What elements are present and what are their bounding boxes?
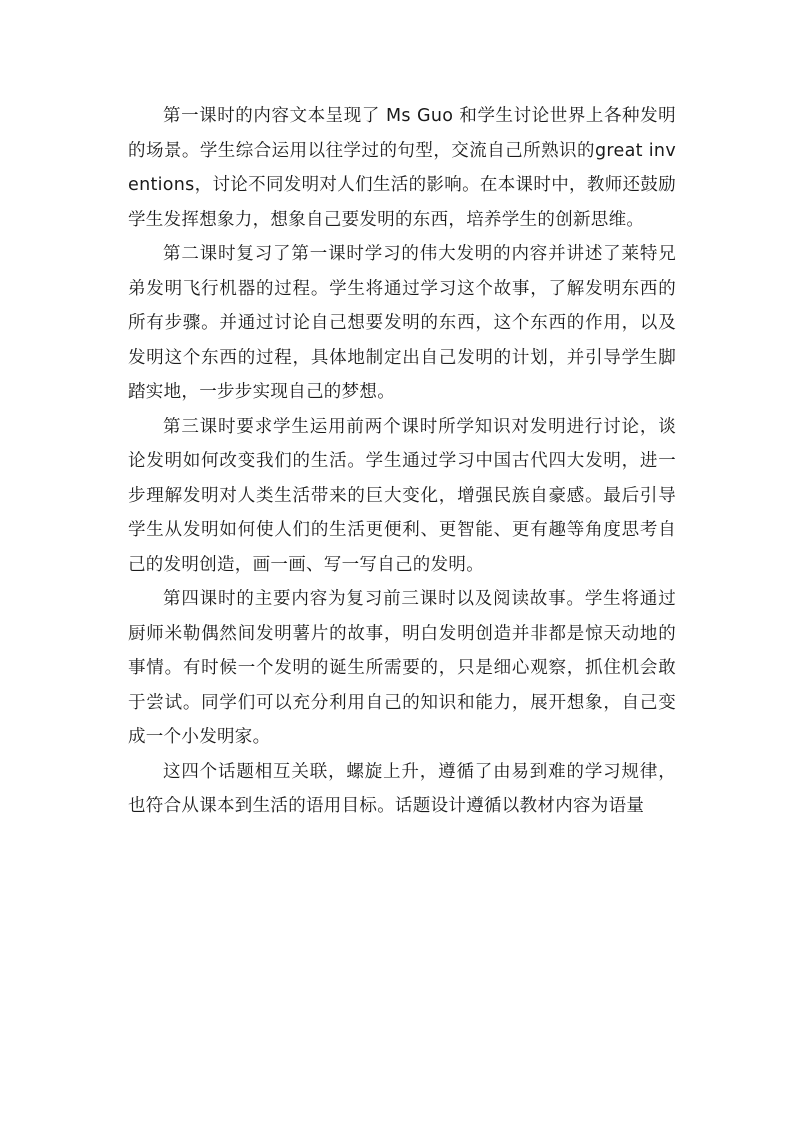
paragraph-lesson-1: 第一课时的内容文本呈现了 Ms Guo 和学生讨论世界上各种发明的场景。学生综合运用以往学过的句型，交流自己所熟识的great inventions，讨论不同发明对人们生活的影响。在本课时中，教师还鼓励学生发挥想象力，想象自己要发明的东西，培养学生的创新思维。 (128, 106, 676, 230)
paragraph-summary: 这四个话题相互关联，螺旋上升，遵循了由易到难的学习规律，也符合从课本到生活的语用目标。话题设计遵循以教材内容为语量 (128, 761, 676, 816)
paragraph-lesson-3: 第三课时要求学生运用前两个课时所学知识对发明进行讨论，谈论发明如何改变我们的生活。学生通过学习中国古代四大发明，进一步理解发明对人类生活带来的巨大变化，增强民族自豪感。最后引导学生从发明如何使人们的生活更便利、更智能、更有趣等角度思考自己的发明创造，画一画、写一写自己的发明。 (128, 416, 676, 575)
paragraph-lesson-4: 第四课时的主要内容为复习前三课时以及阅读故事。学生将通过厨师米勒偶然间发明薯片的故事，明白发明创造并非都是惊天动地的事情。有时候一个发明的诞生所需要的，只是细心观察，抓住机会敢于尝试。同学们可以充分利用自己的知识和能力，展开想象，自己变成一个小发明家。 (128, 589, 676, 747)
paragraph-lesson-2: 第二课时复习了第一课时学习的伟大发明的内容并讲述了莱特兄弟发明飞行机器的过程。学生将通过学习这个故事，了解发明东西的所有步骤。并通过讨论自己想要发明的东西，这个东西的作用，以及发明这个东西的过程，具体地制定出自己发明的计划，并引导学生脚踏实地，一步步实现自己的梦想。 (128, 244, 676, 402)
document-body (128, 99, 676, 824)
